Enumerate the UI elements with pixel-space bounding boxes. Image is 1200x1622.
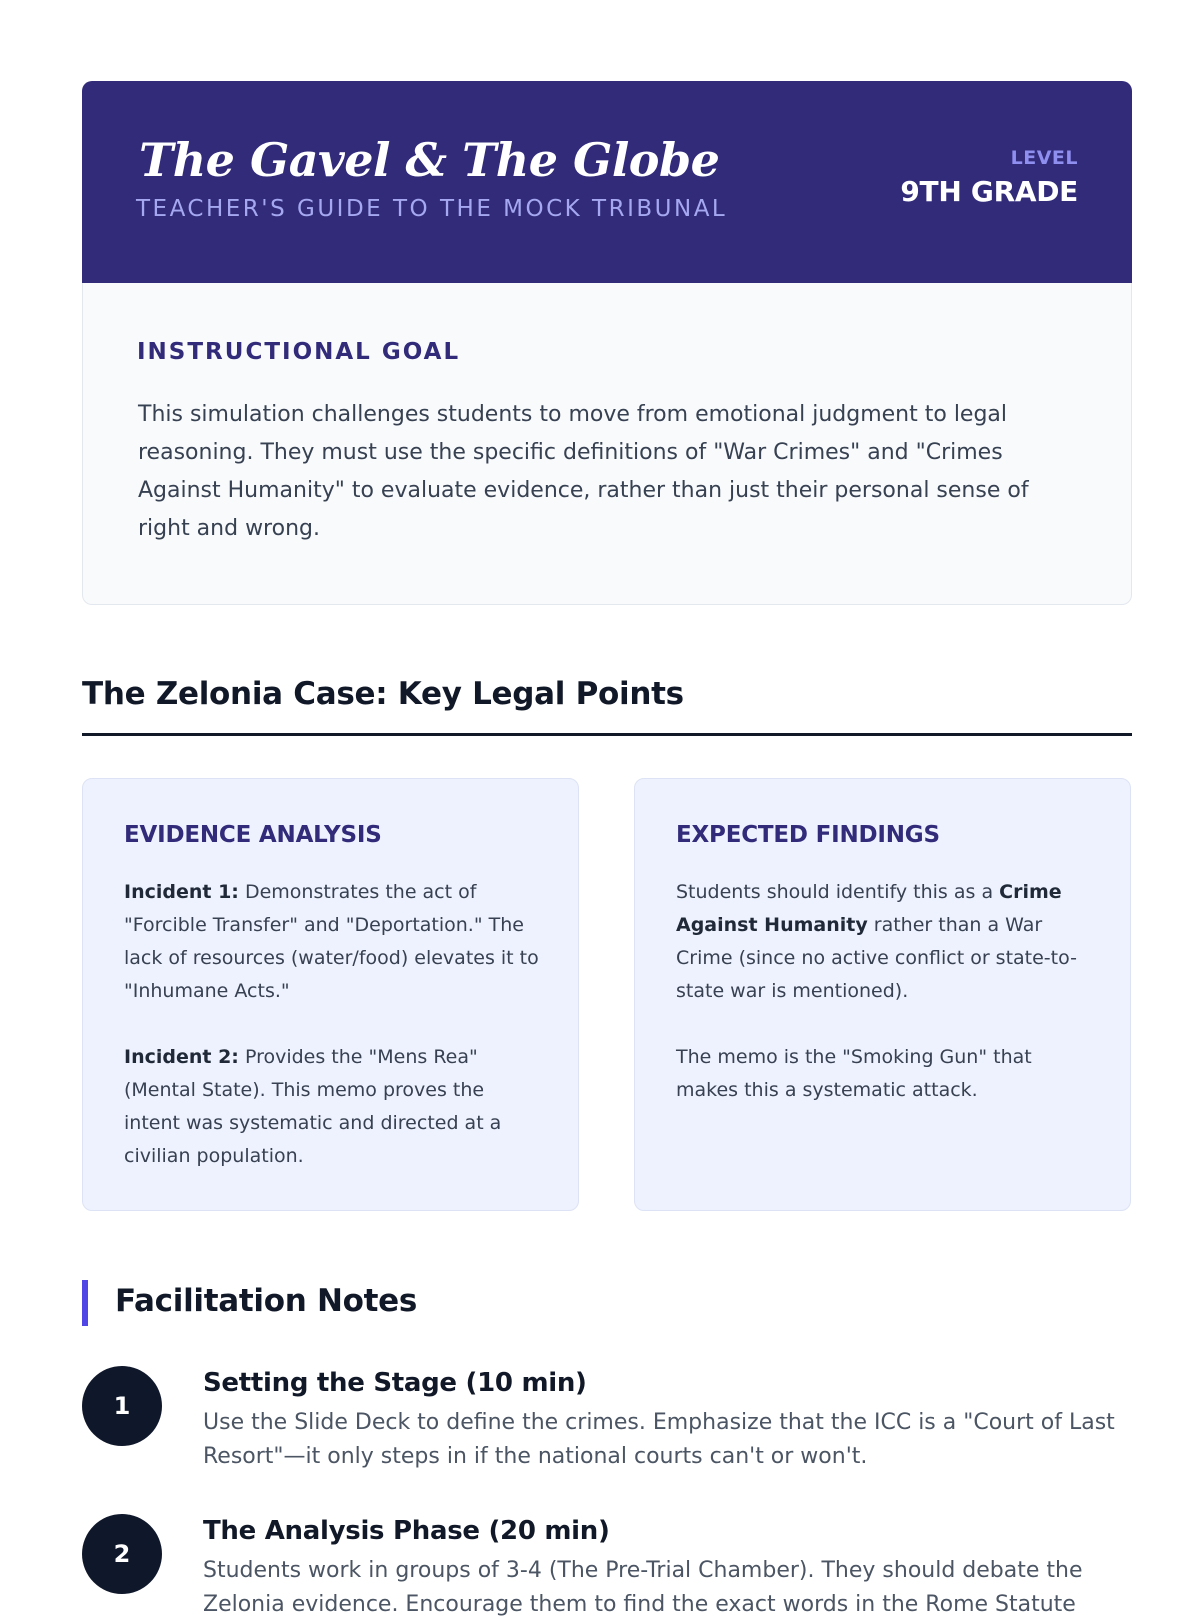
expected-findings-body — [676, 876, 1096, 1107]
findings-p1-emphasis: Crime Against Humanity — [676, 881, 1062, 936]
step-title: Setting the Stage (10 min) — [203, 1368, 587, 1398]
incident-1-paragraph — [124, 876, 544, 1008]
step-description: Use the Slide Deck to define the crimes. Emphasize that the ICC is a "Court of Last Resort"—it only steps in if the national courts can't or won't. — [203, 1410, 1115, 1469]
case-divider — [82, 733, 1132, 736]
incident-2-label: Incident 2: — [124, 1046, 239, 1068]
level-value: 9TH GRADE — [900, 175, 1078, 208]
evidence-analysis-body — [124, 876, 544, 1173]
step-number-badge: 1 — [82, 1366, 162, 1446]
step-title: The Analysis Phase (20 min) — [203, 1516, 610, 1546]
facilitation-accent-bar — [82, 1280, 88, 1326]
incident-1-text: Demonstrates the act of "Forcible Transfer" and "Deportation." The lack of resources (water/food) elevates it to "Inhumane Acts." — [124, 881, 539, 1002]
expected-findings-title: EXPECTED FINDINGS — [676, 822, 940, 848]
guide-header — [82, 81, 1132, 283]
evidence-analysis-title: EVIDENCE ANALYSIS — [124, 822, 382, 848]
evidence-analysis-card — [82, 778, 579, 1211]
expected-findings-card — [634, 778, 1131, 1211]
findings-p1-before: Students should identify this as a — [676, 881, 1000, 903]
instructional-goal-heading: INSTRUCTIONAL GOAL — [137, 339, 461, 365]
facilitation-heading: Facilitation Notes — [115, 1283, 418, 1319]
incident-1-label: Incident 1: — [124, 881, 239, 903]
guide-subtitle: TEACHER'S GUIDE TO THE MOCK TRIBUNAL — [136, 196, 728, 222]
case-heading: The Zelonia Case: Key Legal Points — [82, 676, 684, 712]
guide-title: The Gavel & The Globe — [139, 133, 720, 187]
findings-p1-after: rather than a War Crime (since no active conflict or state-to-state war is mentioned). — [676, 914, 1077, 1002]
instructional-goal-text: This simulation challenges students to move from emotional judgment to legal reasoning. They must use the specific definitions of "War Crimes" and "Crimes Against Humanity" to evaluate evidence, rather than just their personal sense of right and wrong. — [138, 402, 1029, 541]
findings-paragraph-2: The memo is the "Smoking Gun" that makes this a systematic attack. — [676, 1046, 1032, 1101]
step-number-badge: 2 — [82, 1514, 162, 1594]
findings-paragraph-1 — [676, 876, 1096, 1008]
step-description: Students work in groups of 3-4 (The Pre-Trial Chamber). They should debate the Zelonia evidence. Encourage them to find the exact words in the Rome Statute — [203, 1558, 1083, 1617]
incident-2-text: Provides the "Mens Rea" (Mental State). This memo proves the intent was systematic and directed at a civilian population. — [124, 1046, 502, 1167]
level-label: LEVEL — [1010, 147, 1078, 169]
instructional-goal-panel — [82, 283, 1132, 605]
incident-2-paragraph — [124, 1041, 544, 1173]
